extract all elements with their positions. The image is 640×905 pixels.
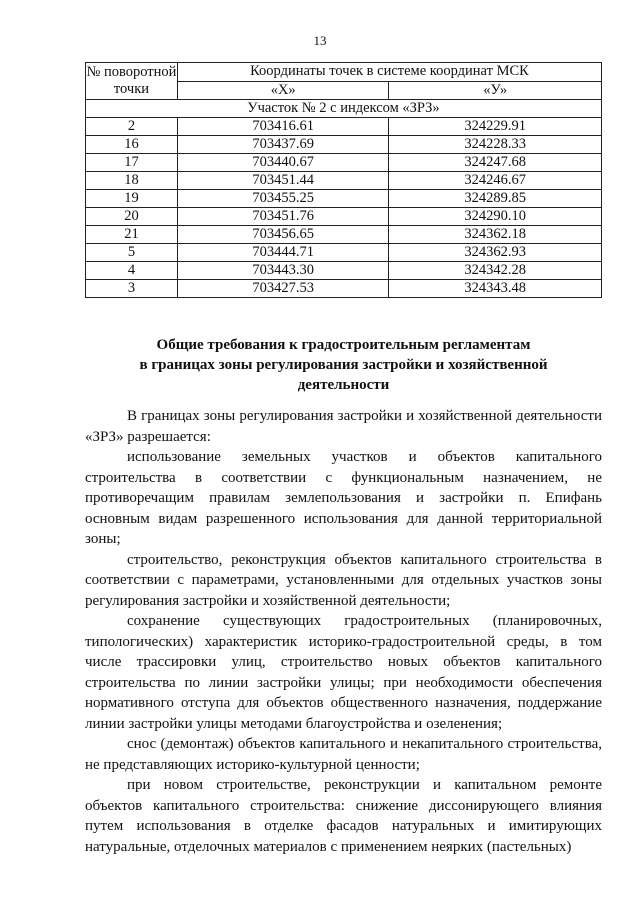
table-header-row [86, 63, 602, 82]
coordinates-table [85, 62, 602, 298]
body-text [85, 406, 602, 857]
table-row [86, 226, 602, 244]
cell-y: 324343.48 [389, 280, 602, 298]
cell-point: 2 [86, 118, 178, 136]
cell-x: 703443.30 [177, 262, 389, 280]
header-y: «У» [389, 81, 602, 100]
cell-x: 703456.65 [177, 226, 389, 244]
table-row [86, 118, 602, 136]
cell-point: 5 [86, 244, 178, 262]
table-row [86, 208, 602, 226]
table-row [86, 172, 602, 190]
table-row [86, 262, 602, 280]
page-number: 13 [313, 33, 327, 48]
paragraph: В границах зоны регулирования застройки и хозяйственной деятельности «ЗРЗ» разрешается: [85, 408, 602, 445]
paragraph: при новом строительстве, реконструкции и капитальном ремонте объектов капитального строительства: снижение диссонирующего влияния путем использования в отделке фасадов натуральных и имитирующих натуральные, отделочных материалов с применением неярких (пастельных) [85, 777, 602, 855]
cell-x: 703455.25 [177, 190, 389, 208]
heading-line-2: в границах зоны регулирования застройки и хозяйственной [139, 357, 548, 373]
heading-line-3: деятельности [297, 377, 390, 393]
table-row [86, 244, 602, 262]
table-row [86, 280, 602, 298]
cell-y: 324229.91 [389, 118, 602, 136]
cell-point: 21 [86, 226, 178, 244]
cell-y: 324362.93 [389, 244, 602, 262]
cell-x: 703451.44 [177, 172, 389, 190]
section-label: Участок № 2 с индексом «ЗРЗ» [86, 100, 602, 118]
cell-x: 703451.76 [177, 208, 389, 226]
cell-y: 324289.85 [389, 190, 602, 208]
cell-x: 703440.67 [177, 154, 389, 172]
cell-y: 324362.18 [389, 226, 602, 244]
cell-x: 703437.69 [177, 136, 389, 154]
cell-point: 16 [86, 136, 178, 154]
cell-point: 3 [86, 280, 178, 298]
cell-x: 703416.61 [177, 118, 389, 136]
header-point-number: № поворотной точки [86, 63, 178, 100]
cell-x: 703427.53 [177, 280, 389, 298]
cell-y: 324342.28 [389, 262, 602, 280]
cell-point: 18 [86, 172, 178, 190]
table-row [86, 190, 602, 208]
header-coordinates: Координаты точек в системе координат МСК [177, 63, 601, 82]
paragraph: строительство, реконструкция объектов капитального строительства в соответствии с параметрами, установленными для отдельных участков зоны регулирования застройки и хозяйственной деятельности; [85, 551, 602, 609]
cell-y: 324247.68 [389, 154, 602, 172]
header-x: «Х» [177, 81, 389, 100]
table-section-row [86, 100, 602, 118]
cell-y: 324228.33 [389, 136, 602, 154]
section-heading [85, 335, 602, 395]
cell-point: 19 [86, 190, 178, 208]
table-row [86, 136, 602, 154]
cell-point: 17 [86, 154, 178, 172]
cell-point: 20 [86, 208, 178, 226]
paragraph: использование земельных участков и объектов капитального строительства в соответствии с функциональным назначением, не противоречащим правилам землепользования и застройки п. Епифань основным видам разрешенного использования для данной территориальной зоны; [85, 449, 602, 547]
paragraph: сохранение существующих градостроительных (планировочных, типологических) характеристик историко-градостроительной среды, в том числе трассировки улиц, строительство новых объектов капитального строительства по линии застройки улицы; при необходимости обеспечения нормативного отступа для объектов общественного назначения, поддержание линии застройки улицы методами благоустройства и озеленения; [85, 613, 602, 732]
paragraph: снос (демонтаж) объектов капитального и некапитального строительства, не представляющих историко-культурной ценности; [85, 736, 602, 773]
heading-line-1: Общие требования к градостроительным регламентам [156, 337, 531, 353]
cell-y: 324246.67 [389, 172, 602, 190]
cell-x: 703444.71 [177, 244, 389, 262]
cell-point: 4 [86, 262, 178, 280]
cell-y: 324290.10 [389, 208, 602, 226]
table-row [86, 154, 602, 172]
